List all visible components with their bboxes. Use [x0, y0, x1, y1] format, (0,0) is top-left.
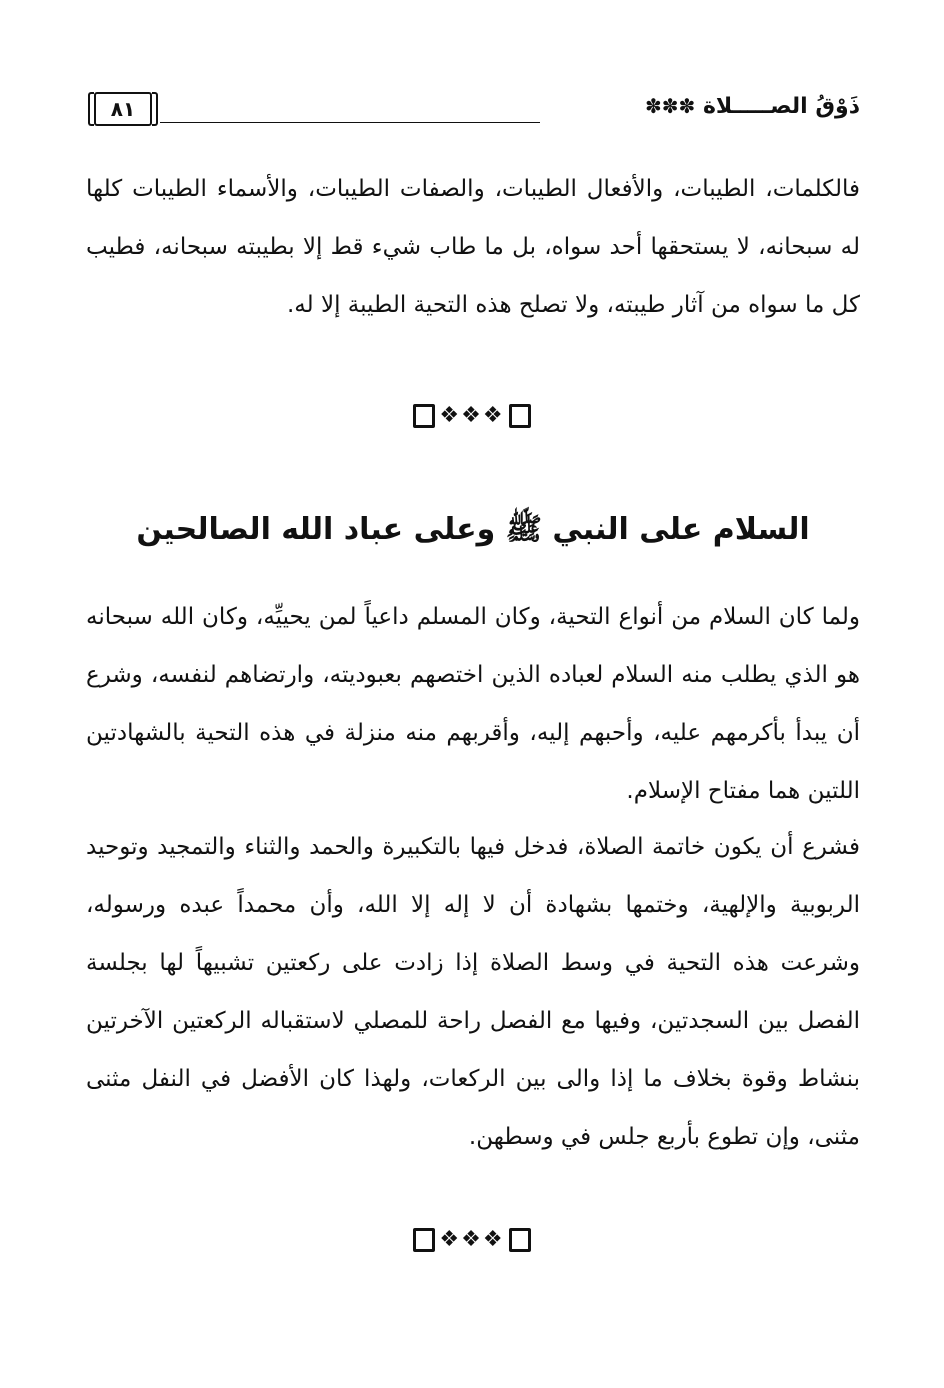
ornament-box-left	[413, 1228, 435, 1252]
section-heading: السلام على النبي ﷺ وعلى عباد الله الصالحين	[136, 512, 810, 547]
paragraph-3: فشرع أن يكون خاتمة الصلاة، فدخل فيها بالتكبيرة والحمد والثناء والتمجيد وتوحيد الربوبية والإلهية، وختمها بشهادة أن لا إله إلا الله، وأن محمداً عبده ورسوله، وشرعت هذه التحية في وسط الصلاة إذا زادت على ركعتين تشبيهاً لها بجلسة الفصل بين السجدتين، وفيها مع الفصل راحة للمصلي لاستقباله الركعتين الآخرتين بنشاط وقوة بخلاف ما إذا والى بين الركعات، ولهذا كان الأفضل في النفل مثنى مثنى، وإن تطوع بأربع جلس في وسطهن.	[86, 834, 860, 1150]
page-number: ٨١	[110, 97, 136, 121]
paragraph-1: فالكلمات، الطيبات، والأفعال الطيبات، والصفات الطيبات، والأسماء الطيبات كلها له سبحانه، لا يستحقها أحد سواه، بل ما طاب شيء قط إلا بطيبته سبحانه، فطيب كل ما سواه من آثار طيبته، ولا تصلح هذه التحية الطيبة إلا له.	[86, 176, 860, 318]
ornament-separator-2	[0, 1228, 944, 1258]
running-title	[645, 94, 860, 119]
ornament-box-right	[509, 404, 531, 428]
ornament-separator-1	[0, 404, 944, 434]
running-title-stars: ✽✽✽	[644, 94, 696, 118]
paragraph-2: ولما كان السلام من أنواع التحية، وكان المسلم داعياً لمن يحييِّه، وكان الله سبحانه هو الذي يطلب منه السلام لعباده الذين اختصهم بعبوديته، وارتضاهم لنفسه، وشرع أن يبدأ بأكرمهم عليه، وأحبهم إليه، وأقربهم منه منزلة في هذه التحية بالشهادتين اللتين هما مفتاح الإسلام.	[86, 604, 860, 804]
header-rule	[160, 122, 540, 123]
running-title-text: ذَوْقُ الصـــــلاة	[702, 94, 860, 119]
ornament-diamonds: ❖❖❖	[439, 1227, 505, 1252]
ornament-diamonds: ❖❖❖	[439, 403, 505, 428]
ornament-box-right	[509, 1228, 531, 1252]
page-header	[86, 88, 860, 136]
page-number-box	[94, 92, 152, 126]
ornament-box-left	[413, 404, 435, 428]
